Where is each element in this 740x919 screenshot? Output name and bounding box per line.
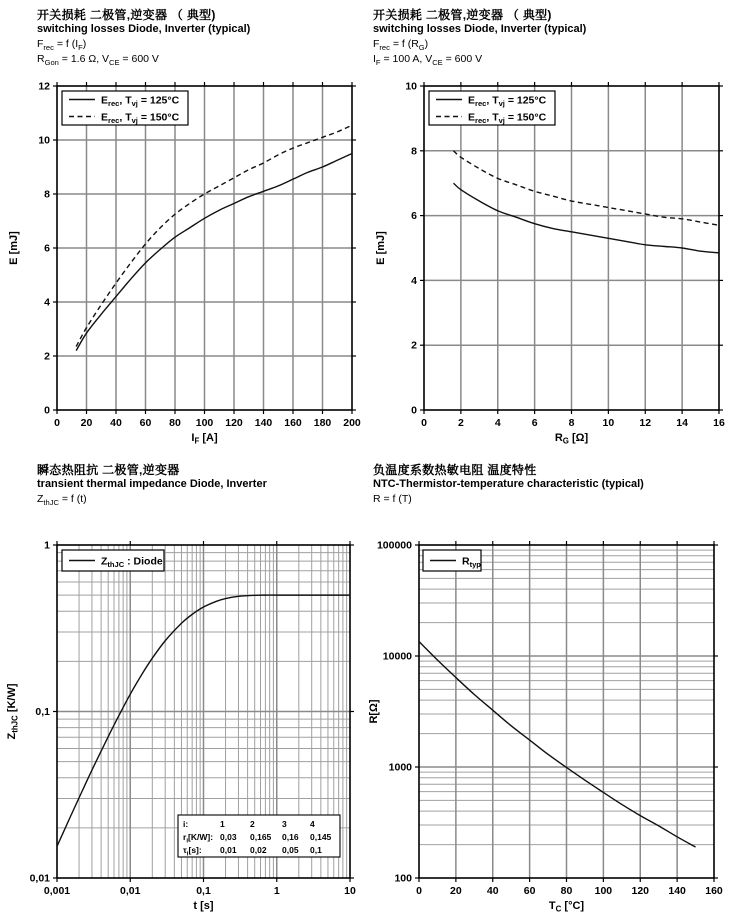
x-tick-label: 20 — [80, 417, 93, 429]
table-cell: 0,05 — [282, 845, 299, 855]
y-tick-label: 0,01 — [29, 872, 50, 885]
x-tick-label: 8 — [568, 417, 575, 429]
table-row-label: i: — [183, 819, 189, 829]
x-tick-label: 10 — [344, 885, 356, 897]
x-tick-label: 0,01 — [120, 885, 141, 897]
x-tick-label: 200 — [343, 417, 361, 429]
y-tick-label: 2 — [44, 350, 50, 363]
y-axis-title: $Z_{thJC}$ [K/W] — [6, 683, 20, 740]
x-tick-label: 140 — [668, 885, 686, 897]
chart2-title-zh: 开关损耗 二极管,逆变器 （ 典型) — [373, 8, 552, 22]
y-tick-label: 4 — [411, 274, 417, 287]
x-tick-label: 12 — [639, 417, 652, 429]
y-tick-label: 10 — [38, 134, 50, 147]
chart4-title-zh: 负温度系数热敏电阻 温度特性 — [373, 463, 537, 477]
x-tick-label: 160 — [284, 417, 302, 429]
table-cell: 4 — [310, 819, 315, 829]
legend-label: $R_{typ}$ — [462, 555, 481, 569]
chart4-formula: R = f (T) — [373, 492, 412, 505]
header-ntc-characteristic — [373, 463, 644, 506]
table-cell: 0,03 — [220, 832, 237, 842]
legend-label: $E_{rec}$, $T_{vj} = 125^\circ C$ — [468, 94, 547, 108]
series-curve-1 — [76, 125, 352, 346]
legend-label: $E_{rec}$, $T_{vj} = 150^\circ C$ — [468, 111, 547, 125]
legend — [62, 550, 164, 571]
chart1-conditions: $R_{Gon} = 1.6$ Ω, $V_{CE} = 600$ V — [37, 53, 159, 68]
header-switching-losses-rg — [373, 8, 586, 68]
x-tick-label: 6 — [531, 417, 538, 429]
legend-label: $E_{rec}$, $T_{vj} = 125^\circ C$ — [101, 94, 180, 108]
x-axis-title: t [s] — [193, 900, 214, 912]
y-tick-label: 8 — [44, 188, 50, 201]
x-tick-label: 14 — [676, 417, 688, 429]
x-tick-label: 80 — [169, 417, 181, 429]
x-tick-label: 80 — [560, 885, 573, 897]
grid — [419, 545, 714, 878]
x-tick-label: 16 — [713, 417, 725, 429]
x-tick-label: 0 — [416, 885, 422, 897]
table-cell: 2 — [250, 819, 255, 829]
table-cell: 0,02 — [250, 845, 267, 855]
axis-ticks — [405, 81, 725, 430]
series-curve-0 — [419, 642, 696, 848]
transient-thermal-impedance-chart — [0, 529, 370, 919]
y-tick-label: 6 — [44, 242, 50, 255]
y-tick-label: 0 — [411, 404, 417, 417]
x-tick-label: 60 — [523, 885, 536, 897]
table-cell: 0,01 — [220, 845, 237, 855]
y-axis-title: R[Ω] — [368, 699, 380, 724]
y-tick-label: 100 — [394, 872, 412, 885]
x-tick-label: 100 — [195, 417, 214, 429]
x-axis-title: $I_F$ [A] — [191, 432, 218, 446]
series-curve-1 — [454, 151, 720, 226]
axis-ticks — [377, 540, 723, 898]
y-tick-label: 10000 — [382, 650, 412, 663]
x-tick-label: 10 — [602, 417, 615, 429]
x-tick-label: 160 — [705, 885, 723, 897]
chart2-conditions: $I_F = 100$ A, $V_{CE} = 600$ V — [373, 53, 483, 68]
table-row-label: $r_i[K/W]$: — [183, 832, 214, 845]
legend — [423, 550, 481, 571]
ntc-characteristic-chart — [362, 529, 740, 919]
y-tick-label: 10 — [405, 80, 417, 93]
table-cell: 0,16 — [282, 832, 299, 842]
table-cell: 0,165 — [250, 832, 272, 842]
x-tick-label: 0,1 — [196, 885, 211, 897]
table-cell: 0,145 — [310, 832, 332, 842]
chart4-title-en: NTC-Thermistor-temperature characteristic (typical) — [373, 478, 644, 490]
x-axis-title: $T_C$ [°C] — [548, 900, 585, 914]
foster-parameters-table — [178, 815, 340, 858]
table-cell: 0,1 — [310, 845, 322, 855]
chart1-title-en: switching losses Diode, Inverter (typical) — [37, 23, 251, 35]
legend — [429, 91, 555, 125]
chart2-title-en: switching losses Diode, Inverter (typical) — [373, 23, 587, 35]
y-tick-label: 6 — [411, 210, 417, 223]
y-tick-label: 0 — [44, 404, 50, 417]
table-row-label: $\tau_i[s]$: — [183, 845, 202, 858]
x-tick-label: 1 — [273, 885, 280, 897]
switching-losses-vs-current-chart — [0, 70, 370, 460]
x-axis-title: $R_G$ [Ω] — [554, 432, 589, 446]
x-tick-label: 140 — [254, 417, 273, 429]
chart1-formula: $F_{rec} = f$ $(I_F)$ — [37, 37, 87, 52]
y-tick-label: 12 — [38, 80, 50, 93]
header-switching-losses-if — [37, 8, 250, 68]
y-axis-title: E [mJ] — [375, 231, 387, 265]
x-tick-label: 0 — [421, 417, 427, 429]
x-tick-label: 120 — [631, 885, 650, 897]
x-tick-label: 20 — [450, 885, 462, 897]
x-tick-label: 100 — [594, 885, 613, 897]
x-tick-label: 120 — [225, 417, 243, 429]
chart3-formula: $Z_{thJC} = f$ (t) — [37, 492, 87, 507]
grid — [424, 86, 719, 410]
chart3-title-zh: 瞬态热阻抗 二极管,逆变器 — [37, 463, 180, 477]
x-tick-label: 40 — [486, 885, 499, 897]
y-tick-label: 1000 — [388, 761, 412, 774]
grid — [57, 86, 352, 410]
y-tick-label: 1 — [44, 539, 50, 552]
legend-label: $Z_{thJC}$ : Diode — [101, 555, 163, 569]
x-tick-label: 180 — [313, 417, 332, 429]
legend — [62, 91, 188, 125]
table-cell: 1 — [220, 819, 225, 829]
switching-losses-vs-gate-resistor-chart — [367, 70, 740, 460]
header-transient-thermal-impedance — [37, 463, 267, 507]
table-cell: 3 — [282, 819, 287, 829]
y-tick-label: 0,1 — [35, 706, 50, 718]
chart3-title-en: transient thermal impedance Diode, Inverter — [37, 478, 267, 490]
x-tick-label: 4 — [494, 417, 501, 429]
y-axis-title: E [mJ] — [8, 231, 20, 265]
y-tick-label: 8 — [411, 145, 417, 158]
x-tick-label: 0,001 — [43, 885, 71, 897]
chart2-formula: $F_{rec} = f$ $(R_G)$ — [373, 37, 429, 52]
y-tick-label: 4 — [44, 296, 50, 309]
series-curve-0 — [76, 154, 352, 351]
y-tick-label: 2 — [411, 339, 417, 352]
x-tick-label: 40 — [110, 417, 122, 429]
x-tick-label: 0 — [54, 417, 60, 429]
legend-label: $E_{rec}$, $T_{vj} = 150^\circ C$ — [101, 111, 180, 125]
x-tick-label: 2 — [457, 417, 464, 429]
chart1-title-zh: 开关损耗 二极管,逆变器 （ 典型) — [37, 8, 216, 22]
y-tick-label: 100000 — [376, 539, 412, 552]
x-tick-label: 60 — [139, 417, 152, 429]
